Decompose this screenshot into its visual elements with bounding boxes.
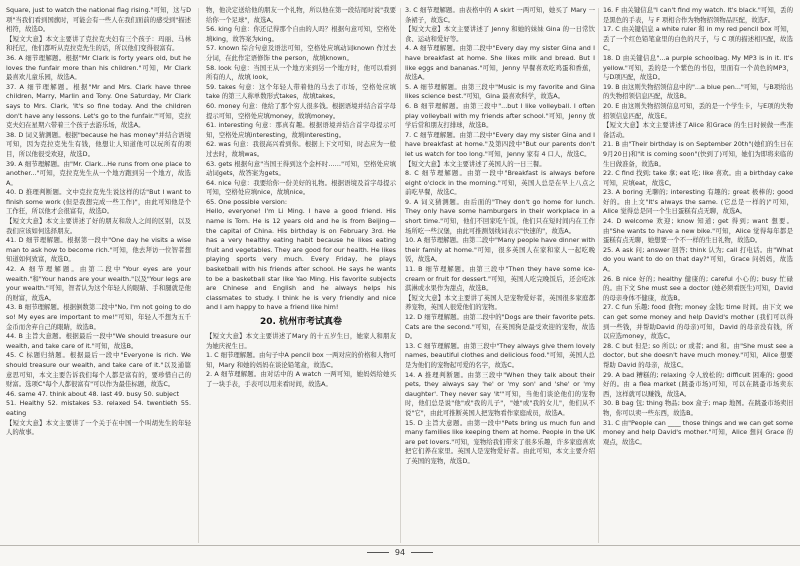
answer-entry: 51. Healthy 52. mistakes 53. relaxed 54. twentieth 55. eating <box>6 399 191 417</box>
answer-entry: Square, just to watch the national flag rising."可知，这与D项"当我们看到国旗时，可能会有一些人在我们面前的感受到"描述相符，故选D。 <box>6 6 191 34</box>
answer-entry: 15. D 主旨大意题。由第一段中"Pets bring us much fun and many families like keeping them at home. People in the UK are pet lovers."可知，宠物给我们带来了很多乐趣，许多家庭喜欢把它们养在家里。英国人是宠物爱好者。由此可知，本文主要介绍了英国的宠物，故选D。 <box>405 418 595 465</box>
answer-entry: 30. B bag 包; thing 物品; box 盒子; map 地图。在跳蚤市场卖旧物，你可以卖一些东西，故选B。 <box>603 399 793 417</box>
answer-entry: 21. B 由"Their birthday is on September 20th"(她们的生日在9月20日)和"it is coming soon"(快到了)可知，她们为即将来临的生日做准备，故选B。 <box>603 140 793 168</box>
answer-entry: 38. D 词义猜测题。根据"because he has money"并结合语境可知，因为克拉克先生有钱，他想让人知道他可以玩所有的项目，所以他很受欢迎，故选D。 <box>6 130 191 158</box>
answer-entry: 4. A 细节理解题。由第二段中"Every day my sister Gina and I have breakfast at home. She likes milk and bread. But I like eggs and bananas."可知，Jenny 早餐喜欢吃鸡蛋和香蕉，故选A。 <box>405 44 595 82</box>
answer-entry: 13. C 细节理解题。由第三段中"They always give them lovely names, beautiful clothes and delicious food."可知，英国人总是为他们的宠物起可爱的名字，故选C。 <box>405 341 595 369</box>
answer-entry: 17. C 由关键信息 a white ruler 和 in my red pencil box 可知，丢了一个红色铅笔盒里的白色的尺子，与 C 项的描述相匹配，故选C。 <box>603 25 793 53</box>
answer-entry: 【短文大意】本文主要讲述了好的朋友和敌人之间的区别，以及我们应该如何选择朋友。 <box>6 217 191 235</box>
answer-entry: 5. A 细节理解题。由第三段中"Music is my favorite and Gina likes science best."可知，Gina 最喜欢科学，故选A。 <box>405 82 595 101</box>
answer-entry: 【短文大意】本文主要讲述了Mary 的十五岁生日，她家人和朋友为她庆祝生日。 <box>206 332 396 350</box>
answer-entry: 45. C 标题归纳题。根据最后一段中"Everyone is rich. We should treasure our wealth, and take care of it."以及通篇意思可知，本文主要告诉我们每个人都是富有的，要珍惜自己的财富。选项C"每个人都很富有"可以作为最佳标题，故选C。 <box>6 351 191 389</box>
answer-entry: 11. B 细节理解题。由第三段中"Then they have some ice-cream or fruit for dessert."可知，英国人吃完晚饭后，还会吃冰淇淋或水果作为甜点，故选B。 <box>405 265 595 293</box>
answer-entry: 25. A ask 问; answer 回答; think 认为; call 打电话。由"What do you want to do on that day?"可知，Grace 问妈妈，故选A。 <box>603 245 793 274</box>
answer-column-2 <box>206 6 396 546</box>
answer-entry: 16. F 由关键信息"I can't find my watch. It's black."可知，丢的是黑色的手表，与 F 项相合作为物物招领物品匹配，故选F。 <box>603 6 793 24</box>
answer-entry: 44. B 主旨大意题。根据最后一段中"We should treasure our wealth, and take care of it."可知，故选B。 <box>6 332 191 350</box>
answer-entry: 27. C fun 乐趣; food 食物; money 金钱; time 时间。由下文 we can get some money and help David's mother (我们可以得到一些钱，并帮助David 的母亲)可知，David 的母亲没有钱，所以应选money，故选C。 <box>603 303 793 341</box>
answer-entry: 【短文大意】本文主要讲述了 Jenny 和她的妹妹 Gina 的一日常饮食、运动和爱好等。 <box>405 25 595 43</box>
answer-entry: 8. C 细节理解题。由第一段中"Breakfast is always before eight o'clock in the morning."可知，英国人总是在早上八点之前吃早餐，故选C。 <box>405 169 595 197</box>
answer-entry: 57. known 综合句意及语法可知，空格处应填动词known 作过去分词，在此作定语修饰 the person，故填known。 <box>206 44 396 62</box>
answer-entry: 【短文大意】本文主要讲述了Alice 和Grace 的生日时候做一些准备活动。 <box>603 121 793 139</box>
answer-entry: 1. C 细节理解题。由句子中A pencil box 一两对应的价格和人物可知，Mary 和她的妈妈在谈论铅笔盒，故选C。 <box>206 351 396 369</box>
answer-entry: 36. A 细节理解题。根据"Mr Clark is forty years old, but he loves the funfair more than his children."可知，Mr Clark 最喜欢儿童乐园，故选A。 <box>6 53 191 82</box>
answer-entry: 42. A 细节理解题。由第二段中"Your eyes are your wealth."和"Your hands are your wealth."以及"Your legs are your wealth."可知，智者认为这个年轻人的眼睛、手和腿就是他的财富，故选A。 <box>6 265 191 302</box>
answer-entry: 64. nice 句意：我要给你一份美好的礼物。根据语境及首字母提示可知，空格处应填nice，故填nice。 <box>206 178 396 197</box>
answer-entry: 40. D 推理判断题。文中克拉克先生说这样的话"But I want to finish some work (但是我想完成一些工作)"，由此可知他是个工作狂，所以他才会很富有，故选D。 <box>6 188 191 216</box>
answer-entry: 18. D 由关键信息"...a purple schoolbag. My MP3 is in it. It's yellow."可知，丢的是一个紫色的书包，里面有一个黄色的MP3，与D项匹配，故选D。 <box>603 53 793 82</box>
answer-entry: 3. C 细节理解题。由表格中的 A skirt 一两可知，她买了 Mary 一条裙子，故选C。 <box>405 6 595 24</box>
page-number: 94 <box>394 548 406 557</box>
section-title: 20. 杭州市考试真卷 <box>259 317 343 327</box>
answer-entry: 6. B 细节理解题。由第三段中"...but I like volleyball. I often play volleyball with my friends after school."可知，Jenny 放学后常和朋友打排球，故选B。 <box>405 101 595 130</box>
answer-entry: 60. money 句意：他给了那个穷人很多钱。根据语境并结合首字母提示可知，空格处应填money，故填money。 <box>206 101 396 120</box>
answer-entry: 58. look 句意：当国王从一个地方来到另一个地方时，他可以看到所有的人，故填 look。 <box>206 63 396 82</box>
page-footer <box>0 548 800 557</box>
answer-entry: 43. B 细节理解题。根据倒数第二段中"No, I'm not going to do so! My eyes are important to me!"可知，年轻人不想为五千金币而舍弃自己的眼睛，故选B。 <box>6 303 191 331</box>
answer-entry: 【短文大意】本文主要讲述了英国人的一日三餐。 <box>405 159 546 168</box>
answer-entry: 46. same 47. think about 48. last 49. busy 50. subject <box>6 389 179 398</box>
answer-entry: 56. king 句意：你还记得那个自由的人吗？根据句意可知，空格处填king，故答案为king。 <box>206 25 396 43</box>
answer-entry: 65. One possible version: <box>206 197 287 206</box>
answer-entry: Hello, everyone! I'm Li Ming. I have a good friend. His name is Tom. He is 12 years old and he is from Beijing—the capital of China. His birthday is on February 3rd. He has a very healthy eating habit because he likes eating fruit and vegetables. They are good for our health. He likes playing sports very much. Every Friday, he plays basketball with his friends after school. He says he wants to be a basketball star like Yao Ming. His favorite subjects are Chinese and English and he always helps his classmates to study. I think he is very friendly and nice and I am happy to have a friend like him! <box>206 207 396 312</box>
answer-entry: 9. A 词义猜测题。由后面的"They don't go home for lunch. They only have some hamburgers in their workplace in a short time."可知，他们不回家吃午饭，他们只在短时间内在工作场所吃一些汉堡，由此可推测划线词表示"快速的"，故选A。 <box>405 197 595 235</box>
answer-column-3 <box>405 6 595 546</box>
answer-entry: 29. A bad 糟糕的; relaxing 令人放松的; difficult 困难的; good 好的。由 a flea market (跳蚤市场)可知，可以在跳蚤市场卖东西，这样就可以赚钱，故选A。 <box>603 370 793 398</box>
answer-entry: 63. gets 根据句意"当国王得到这个金杯时……"可知，空格处应填动词gets，故答案为gets。 <box>206 159 396 178</box>
answer-entry: 12. D 细节理解题。由第二段中的"Dogs are their favorite pets. Cats are the second."可知，在英国狗是最受欢迎的宠物，故选D。 <box>405 313 595 341</box>
column-divider <box>400 8 401 543</box>
answer-column-4 <box>603 6 793 546</box>
answer-entry: 20. E 由这则失物招领信息可知，丢的是一个学生卡，与E项的失物招领信息匹配，故选E。 <box>603 101 793 120</box>
answer-entry: 24. D welcome 欢迎; know 知道; get 得到; want 想要。由"She wants to have a new bike."可知，Alice 觉得每年都是蛋糕有点无聊，她想要一个不一样的生日礼物，故选D。 <box>603 217 793 245</box>
answer-entry: 7. C 细节理解题。由第二段中"Every day my sister Gina and I have breakfast at home."及第四段中"But our parents don't let us watch for too long."可知，Jenny 家有 4 口人，故选C。 <box>405 130 595 158</box>
answer-entry: 41. D 细节理解题。根据第一段中"One day he visits a wise man to ask how to become rich."可知，他去拜访一位智者想知道如何致富，故选D。 <box>6 236 191 264</box>
answer-entry: 22. C find 找到; take 拿; eat 吃; like 喜欢。由 a birthday cake 可知，应填eat，故选C。 <box>603 169 793 187</box>
column-divider <box>198 8 199 543</box>
answer-entry: 物，他决定送给他的朋友一个礼物，所以他在第一段结尾时说"我要给你一个足球"，故选A。 <box>206 6 396 24</box>
column-divider <box>598 8 599 543</box>
answer-entry: 10. A 细节理解题。由第二段中"Many people have dinner with their family at home."可知，很多英国人在家和家人一起吃晚饭，故选A。 <box>405 236 595 264</box>
answer-entry: 61. interesting 句意：那真有趣。根据语境并结合首字母提示可知，空格处应填interesting，故填interesting。 <box>206 121 396 139</box>
footer-dash-right <box>411 552 433 553</box>
answer-entry: 39. A 细节理解题。由"Mr. Clark...He runs from one place to another..."可知，克拉克先生从一个地方跑到另一个地方，故选A。 <box>6 159 191 187</box>
answer-column-1 <box>6 6 191 546</box>
answer-entry: 【短文大意】本文主要讲了英国人是宠物爱好者，英国很多家庭都养宠物，英国人很爱他们的宠物。 <box>405 293 595 312</box>
answer-entry: 59. takes 句意：这个年轻人带着他的马去了市场，空格处应填take 的第三人称单数形式takes，故填takes。 <box>206 82 396 101</box>
answer-entry: 28. C but 但是; so 所以; or 或者; and 和。由"She must see a doctor, but she doesn't have much money."可知，Alice 想要帮助 David 的母亲，故选C。 <box>603 341 793 369</box>
footer-dash-left <box>367 552 389 553</box>
answer-entry: 62. was 句意：我很高兴看到你。根据上下文可知，时态应为一般过去时，故填was。 <box>206 140 396 158</box>
answer-entry: 23. A boring 无聊的; interesting 有趣的; great 极棒的; good 好的。由上文"It's always the same. (它总是一样的)"可知，Alice 觉得总是同一个生日蛋糕有点无聊，故选A。 <box>603 188 793 216</box>
footer-rule <box>0 545 800 546</box>
answer-entry: 2. A 细节理解题。由对话中的 A watch 一两可知，她妈妈给她买了一块手表，手表可以用来看时间，故选A。 <box>206 370 396 388</box>
answer-entry: 【短文大意】本文主要讲了一个关于在中国一个叫胡先生的年轻人的故事。 <box>6 418 191 437</box>
answer-entry: 26. B nice 好的; healthy 健康的; careful 小心的; busy 忙碌的。由下文 She must see a doctor (她必须看医生)可知，David 的母亲身体不健康，故选B。 <box>603 274 793 302</box>
answer-entry: 19. B 由这则失物招领信息中的"...a blue pen..."可知，与B项给出的失物招领信息匹配，故选B。 <box>603 82 793 101</box>
answer-entry: 14. A 推理判断题。由第三段中"When they talk about their pets, they always say 'he' or 'my son' and 'she' or 'my daughter'. They never say 'it'"可知，当他们谈论他们的宠物时，他们总是说"他"或"我的儿子"，"她"或"我的女儿"，他们从不说"它"，由此可推断英国人把宠物看作家庭成员，故选A。 <box>405 370 595 417</box>
answer-entry: 31. C 由"People can ____ those things and we can get some money and help David's mother."可知，Alice 想问 Grace 的观点，故选C。 <box>603 418 793 446</box>
answer-entry: 37. A 细节理解题。根据"Mr and Mrs. Clark have three children, Marry, Marlin and Tony. One Saturday, Mr Clark says to Mrs. Clark, 'It's so fine today. And the children don't have any lessons. Let's go to the funfair.'"可知，克拉克夫妇在星期六带着三个孩子去游乐场，故选A。 <box>6 82 191 130</box>
answer-entry: 【短文大意】本文主要讲了克拉克夫妇有三个孩子：玛丽、马林和托尼，他们都听从克拉克先生的话，所以他们变得很富有。 <box>6 34 191 53</box>
